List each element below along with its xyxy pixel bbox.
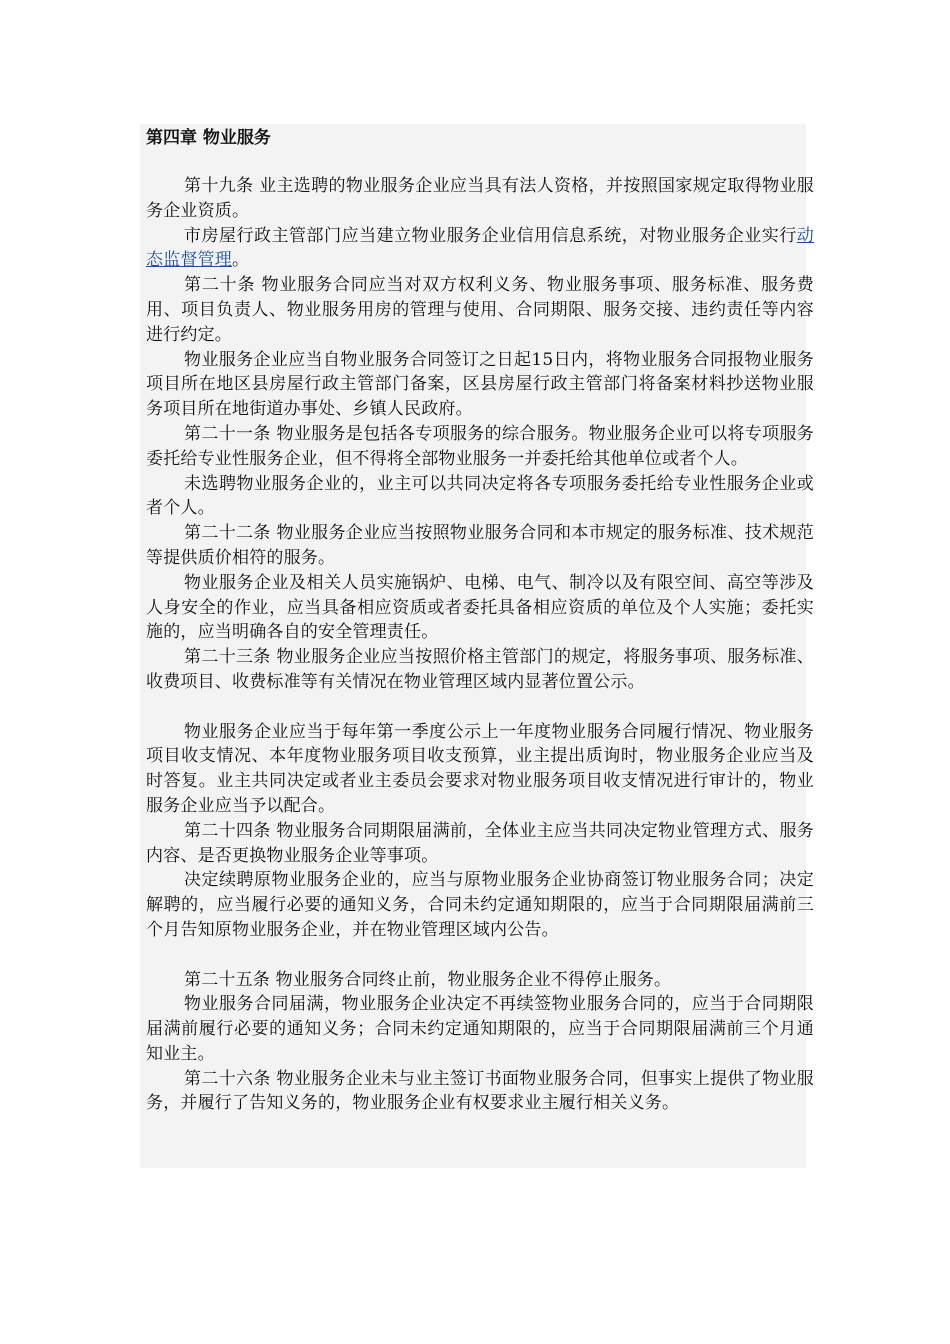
article-21-paragraph: 第二十一条 物业服务是包括各专项服务的综合服务。物业服务企业可以将专项服务委托给专业性服务企业，但不得将全部物业服务一并委托给其他单位或者个人。	[146, 423, 814, 469]
article-24-paragraph: 第二十四条 物业服务合同期限届满前，全体业主应当共同决定物业管理方式、服务内容、是否更换物业服务企业等事项。	[146, 820, 814, 866]
article-23-paragraph: 第二十三条 物业服务企业应当按照价格主管部门的规定，将服务事项、服务标准、收费项目、收费标准等有关情况在物业管理区域内显著位置公示。	[146, 647, 814, 692]
article-25-paragraph: 第二十五条 物业服务合同终止前，物业服务企业不得停止服务。	[184, 969, 672, 990]
paragraph-text: 市房屋行政主管部门应当建立物业服务企业信用信息系统，对物业服务企业实行	[184, 225, 797, 246]
article-22-paragraph-2: 物业服务企业及相关人员实施锅炉、电梯、电气、制冷以及有限空间、高空等涉及人身安全的作业，应当具备相应资质或者委托具备相应资质的单位及个人实施；委托实施的，应当明确各自的安全管理责任。	[146, 572, 814, 643]
article-19-paragraph-2	[146, 224, 814, 274]
article-24-paragraph-2: 决定续聘原物业服务企业的，应当与原物业服务企业协商签订物业服务合同；决定解聘的，应当履行必要的通知义务，合同未约定通知期限的，应当于合同期限届满前三个月告知原物业服务企业，并在物业管理区域内公告。	[146, 870, 814, 940]
chapter-title: 第四章 物业服务	[146, 128, 271, 148]
article-21-paragraph-2: 未选聘物业服务企业的，业主可以共同决定将各专项服务委托给专业性服务企业或者个人。	[146, 473, 814, 519]
article-26-paragraph: 第二十六条 物业服务企业未与业主签订书面物业服务合同，但事实上提供了物业服务，并履行了告知义务的，物业服务企业有权要求业主履行相关义务。	[146, 1068, 814, 1114]
article-25-paragraph-2: 物业服务合同届满，物业服务企业决定不再续签物业服务合同的，应当于合同期限届满前履行必要的通知义务；合同未约定通知期限的，应当于合同期限届满前三个月通知业主。	[146, 994, 814, 1064]
article-19-paragraph: 第十九条 业主选聘的物业服务企业应当具有法人资格，并按照国家规定取得物业服务企业资质。	[146, 176, 814, 221]
dynamic-supervision-link[interactable]: 动态监督管理	[146, 225, 814, 271]
article-22-paragraph: 第二十二条 物业服务企业应当按照物业服务合同和本市规定的服务标准、技术规范等提供质价相符的服务。	[146, 523, 814, 568]
article-20-paragraph: 第二十条 物业服务合同应当对双方权利义务、物业服务事项、服务标准、服务费用、项目负责人、物业服务用房的管理与使用、合同期限、服务交接、违约责任等内容进行约定。	[146, 275, 814, 345]
article-20-paragraph-2: 物业服务企业应当自物业服务合同签订之日起15日内，将物业服务合同报物业服务项目所在地区县房屋行政主管部门备案，区县房屋行政主管部门将备案材料抄送物业服务项目所在地街道办事处、乡镇人民政府。	[146, 349, 814, 420]
document-body	[146, 174, 814, 1116]
article-23-paragraph-2: 物业服务企业应当于每年第一季度公示上一年度物业服务合同履行情况、物业服务项目收支情况、本年度物业服务项目收支预算，业主提出质询时，物业服务企业应当及时答复。业主共同决定或者业主委员会要求对物业服务项目收支情况进行审计的，物业服务企业应当予以配合。	[146, 721, 814, 816]
paragraph-text: 。	[232, 250, 250, 271]
